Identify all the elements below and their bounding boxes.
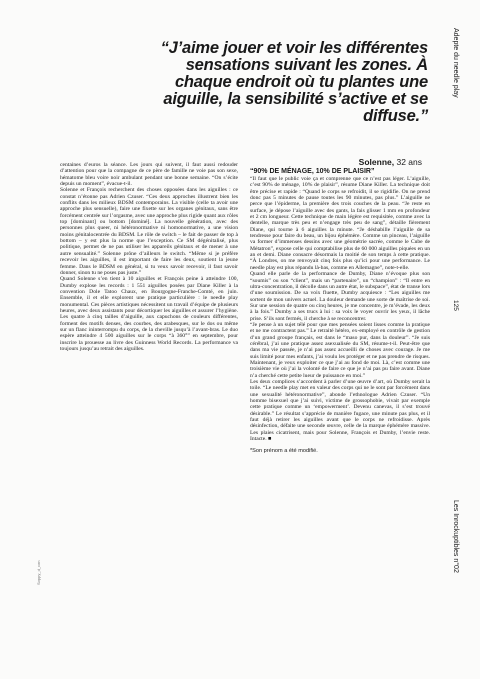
left-paragraph: Quand Solenne s’en tient à 10 aiguilles et François peine à atteindre 100, Dumby explose les records : 1 551 aiguilles posées par Diane Killer à la convention Dole Tatoo Chaux, en Bourgogne-Franche-Comté, en juin. Ensemble, il et elle explorent une pratique particulière : le needle play monumental. Ces pièces artistiques nécessitent un travail d’équipe de plusieurs heures, avec deux assistants pour décortiquer les aiguilles et assurer l’hygiène. Les quatre à cinq tailles d’aiguille, aux capuchons de couleurs différentes, forment des motifs denses, des courbes, des arabesques, sur le dos ou même sur un flanc ininterrompu du corps, de la cheville jusqu’à l’avant-bras. Le duo espère atteindre 4 500 aiguilles sur le corps “à 360°” en septembre, pour inscrire la prouesse au livre des Guinness World Records. La performance va toujours jusqu’au retrait des aiguilles. bbox=[60, 276, 238, 352]
quote-author-age: 32 ans bbox=[394, 157, 422, 167]
pull-quote bbox=[128, 40, 428, 125]
quote-open-mark: “ bbox=[160, 39, 169, 57]
section-heading: “90% DE MÉNAGE, 10% DE PLAISIR” bbox=[250, 168, 375, 175]
right-paragraph: Quand elle parle de la performance de Dumby, Diane n’évoque plus son “soumis” ou son “client”, mais un “partenaire”, un “champion” : “Il entre en ultra-concentration, il décolle dans un autre état, le subspace”, état de transe lors d’une soumission. De sa voix fluette, Dumby acquiesce : “Les aiguilles me sortent de mon univers actuel. La douleur demande une sorte de maîtrise de soi. Sur une session de quatre ou cinq heures, je me concentre, je m’évade, les deux à la fois.” Dumby a ses trucs à lui : sa voix le voyer ouvrir les yeux, il lâche prise. S’ils sont fermés, il cherche à se reconcentrer. bbox=[250, 271, 430, 322]
quote-text: J’aime jouer et voir les différentes sensations suivant les zones. À chaque endroit où tu plantes une aiguille, la sensibilité s’active et se diffuse. bbox=[163, 39, 428, 125]
quote-attribution bbox=[359, 157, 422, 167]
quote-author: Solenne, bbox=[358, 157, 395, 167]
left-paragraph: centaines d’euros la séance. Les jours qui suivent, il faut aussi redouder d’attention pour que la compagne de ce père de famille ne voie pas son sexe, hématome bleu voire noir ambulant pendant une bonne semaine. “On s’écite depuis un moment”, évacue-t-il. bbox=[60, 162, 238, 188]
page-number: 125 bbox=[452, 300, 459, 311]
photo-credit: Soppy_d_con bbox=[36, 560, 41, 585]
left-column bbox=[60, 162, 238, 352]
right-column bbox=[250, 168, 430, 455]
right-paragraph: Les deux complices s’accordent à parler d’une œuvre d’art, où Dumby serait la toile. “Le needle play met en valeur des corps qui ne le sont par forcément dans une sexualité hétéronormative”, abonde l’ethnologue Adrien Czuser. “Un homme bisexuel que j’ai suivi, victime de grossophobie, vivait par exemple cette pratique comme un ‘empowerment’. Devenu canevas, il s’est trouvé désirable.” Le résultat s’apprécie de manière fugace, une minute pas plus, et il faut déjà retirer les aiguilles avant que le corps ne refroidisse. Après désinfection, défaite une seconde œuvre, celle de la marque éphémère massive. Les plaies cicatrisent, mais pour Solenne, François et Dumby, l’envie reste. Intacte. ■ bbox=[250, 379, 430, 443]
side-label-magazine: Les Inrockuptibles n°02 bbox=[452, 500, 459, 573]
right-paragraph: “Je pense à un sujet télé pour que mes pensées soient lisses comme la pratique et ne me contractent pas.” Le retraité hétéro, ex-employé en contrôle de gestion d’un grand groupe français, est dans le “maso pur, dans la douleur”. “Je suis cérébral, j’ai une pratique assez asexualisée du SM, résume-t-il. Peut-être que dans ma vie passée, je n’ai pas assez accueilli de choses avec courage. Je me suis limité pour mes enfants, j’ai voulu les protéger et ne pas prendre de risques. Maintenant, je veux exploiter ce que j’ai au fond de moi. Là, c’est comme une troisième vie où j’ai la volonté de faire ce que je n’ai pas pu faire avant. Diane n’a cherché cette petite lueur de puissance en moi.” bbox=[250, 321, 430, 379]
side-label-section: Adepte du needle play bbox=[452, 28, 459, 98]
quote-close-mark: ” bbox=[419, 107, 428, 125]
left-paragraph: Solenne et François recherchent des choses opposées dans les aiguilles : ce constat n’étonne pas Adrien Czuser. “Ces deux approches illustrent bien les conflits dans les milieux BDSM contemporains. La visible (celle ta avoir une approche plus sensuelle), faire une fixette sur les organes génitaux, sans être forcément centrée sur l’orgasme, avec une approche plus rigide quant aux rôles top [dominant] ou bottom [dominé]. La nouvelle génération, avec des personnes plus queer, ni hétéronormative ni homonormative, a une vision moins génitalocentrée du BDSM. Le rôle de switch – le fait de passer de top à bottom – y est plus la norme que l’exception. Ce SM dégénitalisé, plus politique, permet de ne pas utiliser les appareils génitaux et de mener à une autre sensualité.” Solenne prône d’ailleurs le switch. “Même si je préfère recevoir les aiguilles, il est important de faire les deux, soutient la jeune femme. Dans le BDSM en général, si tu veux savoir recevoir, il faut savoir donner, sinon tu ne poses pas juste.” bbox=[60, 187, 238, 276]
footnote: *Son prénom a été modifié. bbox=[250, 448, 318, 455]
right-paragraph: “Il faut que le public voie ça et comprenne que ce n’est pas léger. L’aiguille, c’est 90% de ménage, 10% de plaisir”, résume Diane Killer. La technique doit être précise et rapide : “Quand le corps se refroidit, il se rigidifie. On ne prend donc pas 5 minutes de pause toutes les 90 minutes, pas plus.” L’aiguille ne perce que l’épiderme, la première des trois couches de la peau. “Je reste en surface, je dépose l’aiguille avec des gants, la fais glisser 1 mm en profondeur et 2 cm longueur. Cette technique de main légère est requisitée, comme avec la dentelle, marque très peu et n’engage très peu de sang”, détaille fièrement Diane, qui tourne à 6 aiguilles la minute. “Je déshabille l’aiguille de sa tendresse pour faire du beau, un bijou éphémère. Comme un pinceau, l’aiguille va former d’immenses dessins avec une géométrie sacrée, comme le Cube de Métatron”, expose celle qui comptabilise plus de 60 000 aiguilles piquées en un an et demi. Diane consacre désormais la moitié de son temps à cette pratique. “À Londres, on me renvoyait cinq fois plus qu’ici pour une performance. Le needle play est plus répandu là-bas, comme en Allemagne”, note-t-elle. bbox=[250, 176, 430, 271]
